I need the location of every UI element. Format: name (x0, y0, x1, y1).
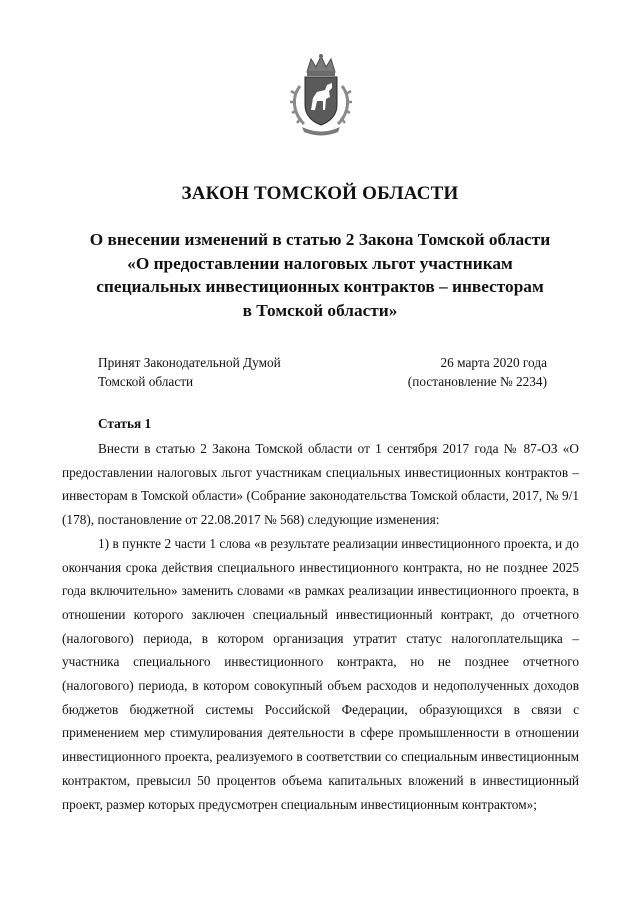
article-body (62, 437, 579, 816)
adoption-date-text: 26 марта 2020 года (440, 355, 547, 370)
law-subtitle (60, 228, 580, 322)
tomsk-coat-of-arms-icon (288, 52, 354, 138)
article-paragraph: Внести в статью 2 Закона Томской области от 1 сентября 2017 года № 87-ОЗ «О предоставлении налоговых льгот участникам специальных инвестиционных контрактов – инвесторам в Томской области» (Собрание законодательства Томской области, 2017, № 9/1 (178), постановление от 22.08.2017 № 568) следующие изменения: (62, 441, 579, 528)
law-subtitle-line: специальных инвестиционных контрактов – инвесторам (96, 277, 544, 296)
law-subtitle-line: «О предоставлении налоговых льгот участникам (127, 253, 513, 273)
law-subtitle-line: в Томской области» (242, 300, 398, 320)
law-subtitle-line: О внесении изменений в статью 2 Закона Томской области (89, 230, 551, 249)
adopted-by (98, 353, 281, 391)
article-paragraph: 1) в пункте 2 части 1 слова «в результате реализации инвестиционного проекта, и до окончания срока действия специального инвестиционного контракта, но не позднее 2025 года включительно» заменить словами «в рамках реализации инвестиционного проекта, в отношении которого заключен специальный инвестиционный контракт, до отчетного (налогового) периода, в котором организация утратит статус налогоплательщика – участника специального инвестиционного контракта, но не позднее отчетного (налогового) периода, в котором совокупный объем расходов и недополученных доходов бюджетов бюджетной системы Российской Федерации, образующихся в связи с применением мер стимулирования деятельности в сфере промышленности в отношении инвестиционного проекта, реализуемого в соответствии со специальным инвестиционным контрактом, превысил 50 процентов объема капитальных вложений в инвестиционный проект, размер которых предусмотрен специальным инвестиционным контрактом»; (62, 535, 579, 812)
adopted-by-line: Томской области (98, 374, 194, 389)
article-title: Статья 1 (98, 416, 152, 431)
adoption-date (408, 353, 547, 391)
law-title: ЗАКОН ТОМСКОЙ ОБЛАСТИ (181, 183, 459, 204)
adopted-by-line: Принят Законодательной Думой (98, 355, 281, 370)
resolution-number: (постановление № 2234) (407, 374, 547, 389)
